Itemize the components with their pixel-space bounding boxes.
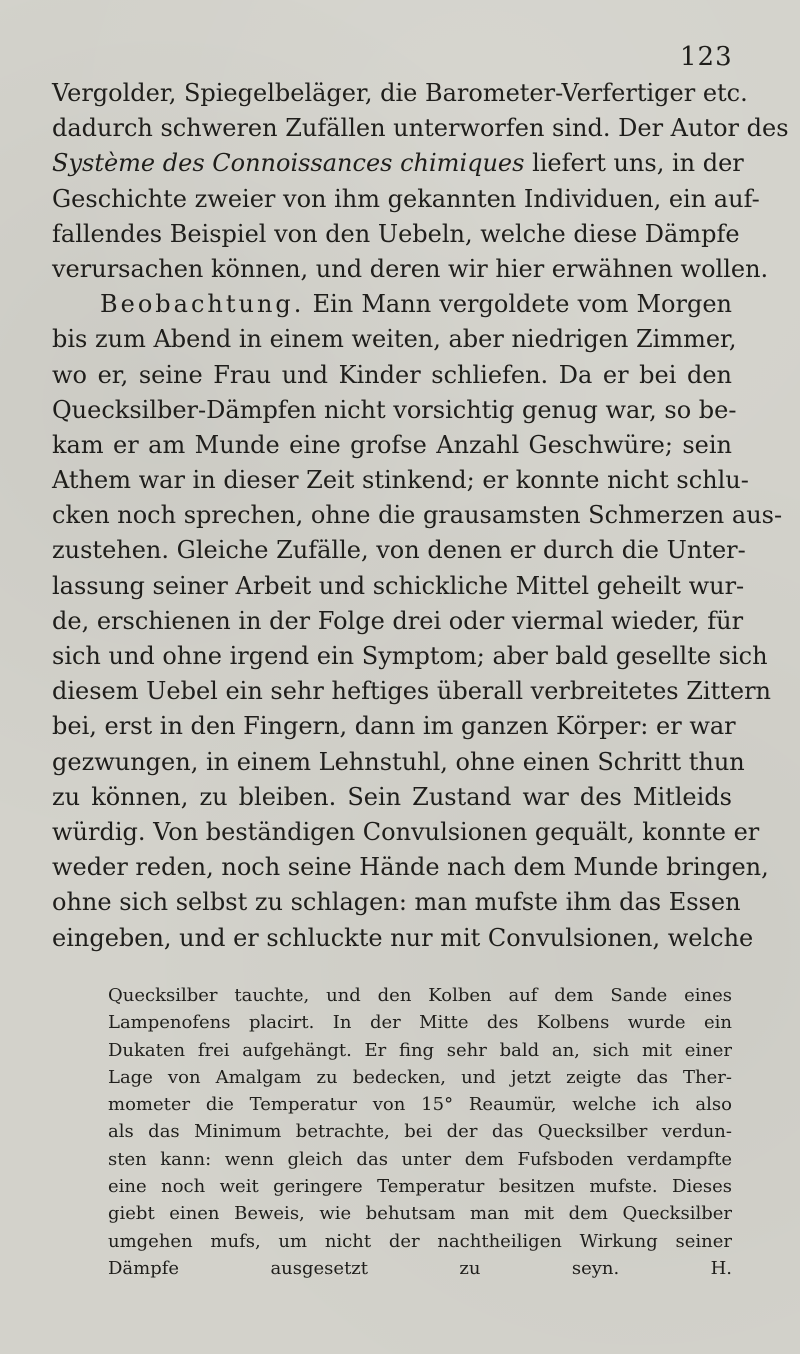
text-line: Quecksilber-Dämpfen nicht vorsichtig genug war, so be- bbox=[52, 395, 737, 424]
main-text bbox=[52, 76, 789, 956]
text-line bbox=[52, 146, 744, 181]
text-line: dadurch schweren Zufällen unterworfen sind. Der Autor des bbox=[52, 114, 789, 143]
footnote bbox=[108, 982, 732, 1282]
text-line: Vergolder, Spiegelbeläger, die Barometer-Verfertiger etc. bbox=[52, 79, 748, 107]
text-line: verursachen können, und deren wir hier erwähnen wollen. bbox=[52, 254, 769, 283]
text-line: Geschichte zweier von ihm gekannten Individuen, ein auf- bbox=[52, 184, 760, 213]
footnote-line: giebt einen Beweis, wie behutsam man mit dem Quecksilber bbox=[108, 1203, 732, 1225]
text-line: fallendes Beispiel von den Uebeln, welche diese Dämpfe bbox=[52, 219, 740, 248]
text-line: sich und ohne irgend ein Symptom; aber bald gesellte sich bbox=[52, 642, 768, 670]
text-line: bei, erst in den Fingern, dann im ganzen Körper: er war bbox=[52, 712, 736, 741]
text-line: Athem war in dieser Zeit stinkend; er konnte nicht schlu- bbox=[52, 466, 749, 495]
footnote-line: als das Minimum betrachte, bei der das Quecksilber verdun- bbox=[108, 1121, 732, 1143]
page-number: 123 bbox=[680, 42, 733, 72]
footnote-line: Dukaten frei aufgehängt. Er fing sehr bald an, sich mit einer bbox=[108, 1039, 732, 1061]
footnote-line: mometer die Temperatur von 15° Reaumür, welche ich also bbox=[108, 1094, 732, 1116]
text-line: cken noch sprechen, ohne die grausamsten Schmerzen aus- bbox=[52, 501, 783, 530]
text-line: weder reden, noch seine Hände nach dem Munde bringen, bbox=[52, 853, 769, 882]
section-heading: Beobachtung. bbox=[100, 290, 305, 319]
text-fragment: liefert uns, in der bbox=[524, 149, 744, 178]
footnote-line: umgehen mufs, um nicht der nachtheiligen Wirkung seiner bbox=[108, 1230, 732, 1252]
text-fragment: Ein Mann vergoldete vom Morgen bbox=[304, 290, 732, 319]
book-title: Système des Connoissances chimiques bbox=[52, 149, 525, 178]
text-line: eingeben, und er schluckte nur mit Convulsionen, welche bbox=[52, 923, 754, 952]
footnote-line: Lage von Amalgam zu bedecken, und jetzt zeigte das Ther- bbox=[108, 1066, 732, 1088]
text-line: zustehen. Gleiche Zufälle, von denen er durch die Unter- bbox=[52, 536, 746, 565]
footnote-line: Quecksilber tauchte, und den Kolben auf dem Sande eines bbox=[108, 985, 732, 1006]
footnote-line: Dämpfe ausgesetzt zu seyn. H. bbox=[108, 1257, 732, 1279]
footnote-line: eine noch weit geringere Temperatur besitzen mufste. Dieses bbox=[108, 1176, 732, 1198]
text-line: bis zum Abend in einem weiten, aber niedrigen Zimmer, bbox=[52, 325, 737, 354]
text-line: ohne sich selbst zu schlagen: man mufste ihm das Essen bbox=[52, 888, 741, 917]
text-line bbox=[52, 287, 732, 322]
text-line: gezwungen, in einem Lehnstuhl, ohne einen Schritt thun bbox=[52, 747, 745, 776]
text-line: de, erschienen in der Folge drei oder viermal wieder, für bbox=[52, 606, 744, 635]
text-line: kam er am Munde eine grofse Anzahl Geschwüre; sein bbox=[52, 430, 732, 459]
footnote-line: sten kann: wenn gleich das unter dem Fufsboden verdampfte bbox=[108, 1148, 732, 1170]
text-line: wo er, seine Frau und Kinder schliefen. Da er bei den bbox=[52, 360, 732, 389]
text-line: zu können, zu bleiben. Sein Zustand war des Mitleids bbox=[52, 782, 732, 811]
text-line: diesem Uebel ein sehr heftiges überall verbreitetes Zittern bbox=[52, 677, 772, 706]
text-line: lassung seiner Arbeit und schickliche Mittel geheilt wur- bbox=[52, 571, 745, 600]
text-line: würdig. Von beständigen Convulsionen gequält, konnte er bbox=[52, 817, 760, 846]
footnote-line: Lampenofens placirt. In der Mitte des Kolbens wurde ein bbox=[108, 1012, 732, 1034]
